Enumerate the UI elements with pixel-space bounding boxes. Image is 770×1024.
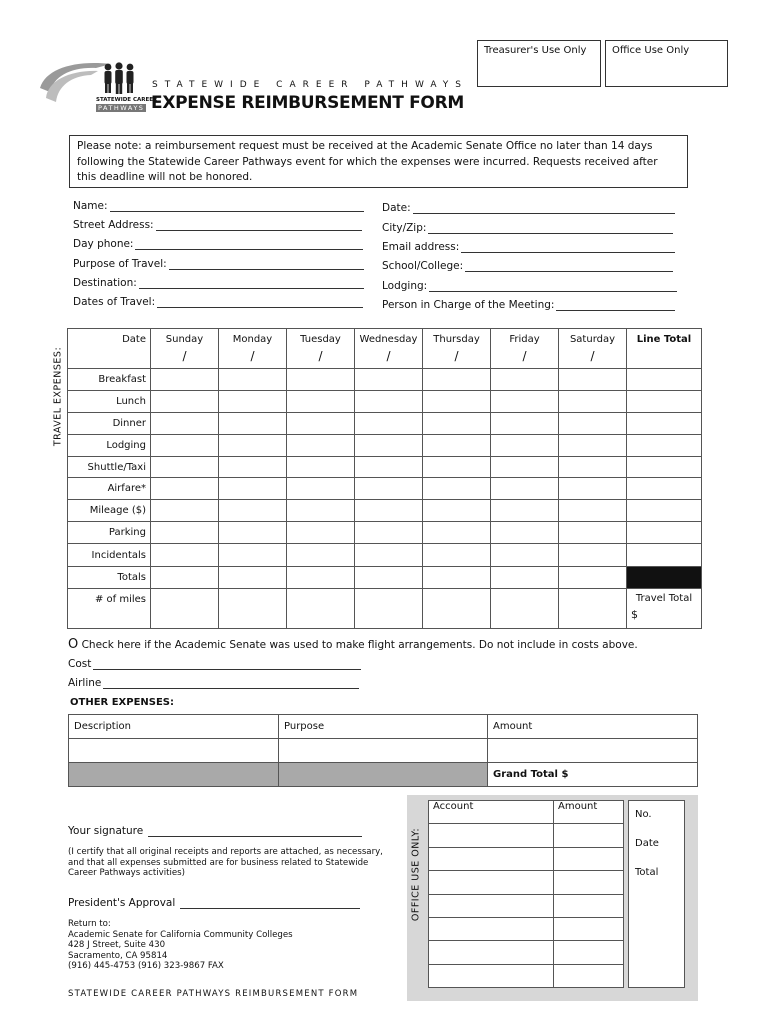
table-row <box>68 522 702 544</box>
return-line: Sacramento, CA 95814 <box>68 950 168 961</box>
table-row <box>68 544 702 567</box>
purpose-of-travel-field[interactable]: Purpose of Travel: <box>73 258 364 270</box>
table-row <box>68 391 702 413</box>
description-header: Description <box>69 715 279 739</box>
deadline-notice: Please note: a reimbursement request must be received at the Academic Senate Office no later than 14 days following the Statewide Career Pathways event for which the expenses were incurred. Requests received after this deadline will not be honored. <box>69 135 688 188</box>
account-table <box>428 800 624 988</box>
office-use-box <box>605 40 728 87</box>
no-label: No. <box>635 809 652 820</box>
table-row <box>429 871 624 894</box>
lodging-field[interactable]: Lodging: <box>382 280 677 292</box>
city-zip-field[interactable]: City/Zip: <box>382 222 673 234</box>
flight-check-text: Check here if the Academic Senate was used to make flight arrangements. Do not include in costs above. <box>81 639 638 651</box>
return-line: 428 J Street, Suite 430 <box>68 940 166 950</box>
return-line: (916) 445-4753 (916) 323-9867 FAX <box>68 961 224 971</box>
day-tuesday[interactable]: Tuesday / <box>287 329 355 369</box>
row-label-mileage: Mileage ($) <box>68 500 151 522</box>
row-label-totals: Totals <box>68 567 151 589</box>
row-label-shuttle-taxi: Shuttle/Taxi <box>68 457 151 478</box>
form-title: EXPENSE REIMBURSEMENT FORM <box>151 93 464 113</box>
date-label: Date <box>635 838 659 849</box>
table-row <box>68 413 702 435</box>
table-row <box>69 739 698 763</box>
treasurer-use-box <box>477 40 601 87</box>
other-expenses-heading: OTHER EXPENSES: <box>70 697 175 708</box>
return-line: Return to: <box>68 919 111 929</box>
travel-header-row <box>68 329 702 369</box>
table-row <box>68 500 702 522</box>
return-line: Academic Senate for California Community Colleges <box>68 929 293 940</box>
day-phone-field[interactable]: Day phone: <box>73 238 363 250</box>
other-header-row <box>69 715 698 739</box>
day-thursday[interactable]: Thursday / <box>423 329 491 369</box>
amount-header: Amount <box>488 715 698 739</box>
street-address-field[interactable]: Street Address: <box>73 219 362 231</box>
travel-expenses-label: TRAVEL EXPENSES: <box>52 346 64 447</box>
airline-field[interactable]: Airline <box>68 677 359 689</box>
logo-text-bottom: PATHWAYS <box>98 104 145 112</box>
totals-row <box>68 567 702 589</box>
table-row <box>68 457 702 478</box>
date-header: Date <box>68 329 151 369</box>
treasurer-use-label: Treasurer's Use Only <box>484 45 587 56</box>
amount-header-office: Amount <box>554 801 624 824</box>
day-friday[interactable]: Friday / <box>491 329 559 369</box>
office-use-only-label: OFFICE USE ONLY: <box>410 827 422 922</box>
person-in-charge-field[interactable]: Person in Charge of the Meeting: <box>382 299 675 311</box>
purpose-header: Purpose <box>279 715 488 739</box>
travel-total-cell[interactable] <box>627 589 702 629</box>
return-address <box>68 919 293 972</box>
day-monday[interactable]: Monday / <box>219 329 287 369</box>
destination-field[interactable]: Destination: <box>73 277 364 289</box>
row-label-airfare: Airfare* <box>68 478 151 500</box>
travel-total-dollar: $ <box>631 608 638 621</box>
row-label-breakfast: Breakfast <box>68 369 151 391</box>
table-row <box>429 917 624 940</box>
table-row <box>429 894 624 917</box>
grand-total-row <box>69 763 698 787</box>
presidents-approval-field[interactable]: President's Approval <box>68 897 360 909</box>
day-saturday[interactable]: Saturday / <box>559 329 627 369</box>
row-label-dinner: Dinner <box>68 413 151 435</box>
row-label-miles: # of miles <box>68 589 151 629</box>
account-header-row <box>429 801 624 824</box>
brand-line: STATEWIDE CAREER PATHWAYS <box>152 80 469 90</box>
day-sunday[interactable]: Sunday / <box>151 329 219 369</box>
office-use-label: Office Use Only <box>612 45 690 56</box>
table-row <box>68 478 702 500</box>
cost-field[interactable]: Cost <box>68 658 361 670</box>
logo-text-top: STATEWIDE CAREER <box>96 97 158 103</box>
line-total-header: Line Total <box>627 329 702 369</box>
day-wednesday[interactable]: Wednesday / <box>355 329 423 369</box>
row-label-lunch: Lunch <box>68 391 151 413</box>
table-row <box>429 964 624 987</box>
row-label-parking: Parking <box>68 522 151 544</box>
footer-title: STATEWIDE CAREER PATHWAYS REIMBURSEMENT FORM <box>68 989 359 999</box>
flight-check-circle[interactable]: O <box>68 637 79 652</box>
table-row <box>68 435 702 457</box>
date-field[interactable]: Date: <box>382 202 675 214</box>
statewide-career-pathways-logo <box>36 58 158 114</box>
table-row <box>429 941 624 964</box>
name-field[interactable]: Name: <box>73 200 364 212</box>
table-row <box>429 824 624 847</box>
totals-blacked-cell <box>627 567 702 589</box>
table-row <box>429 847 624 870</box>
row-label-lodging: Lodging <box>68 435 151 457</box>
certify-text: (I certify that all original receipts and reports are attached, as necessary, and that all expenses submitted are for business related to Statewide Career Pathways activities) <box>68 847 383 878</box>
dates-of-travel-field[interactable]: Dates of Travel: <box>73 296 363 308</box>
other-expenses-table <box>68 714 698 787</box>
travel-total-label: Travel Total <box>635 593 693 604</box>
total-label: Total <box>635 867 659 878</box>
miles-row <box>68 589 702 629</box>
flight-checkbox-row[interactable] <box>68 637 638 652</box>
travel-expenses-table <box>67 328 702 629</box>
email-address-field[interactable]: Email address: <box>382 241 675 253</box>
row-label-incidentals: Incidentals <box>68 544 151 567</box>
no-date-total-box[interactable] <box>628 800 685 988</box>
school-college-field[interactable]: School/College: <box>382 260 673 272</box>
your-signature-field[interactable]: Your signature <box>68 825 362 837</box>
table-row <box>68 369 702 391</box>
grand-total-cell[interactable]: Grand Total $ <box>488 763 698 787</box>
account-header: Account <box>429 801 554 824</box>
